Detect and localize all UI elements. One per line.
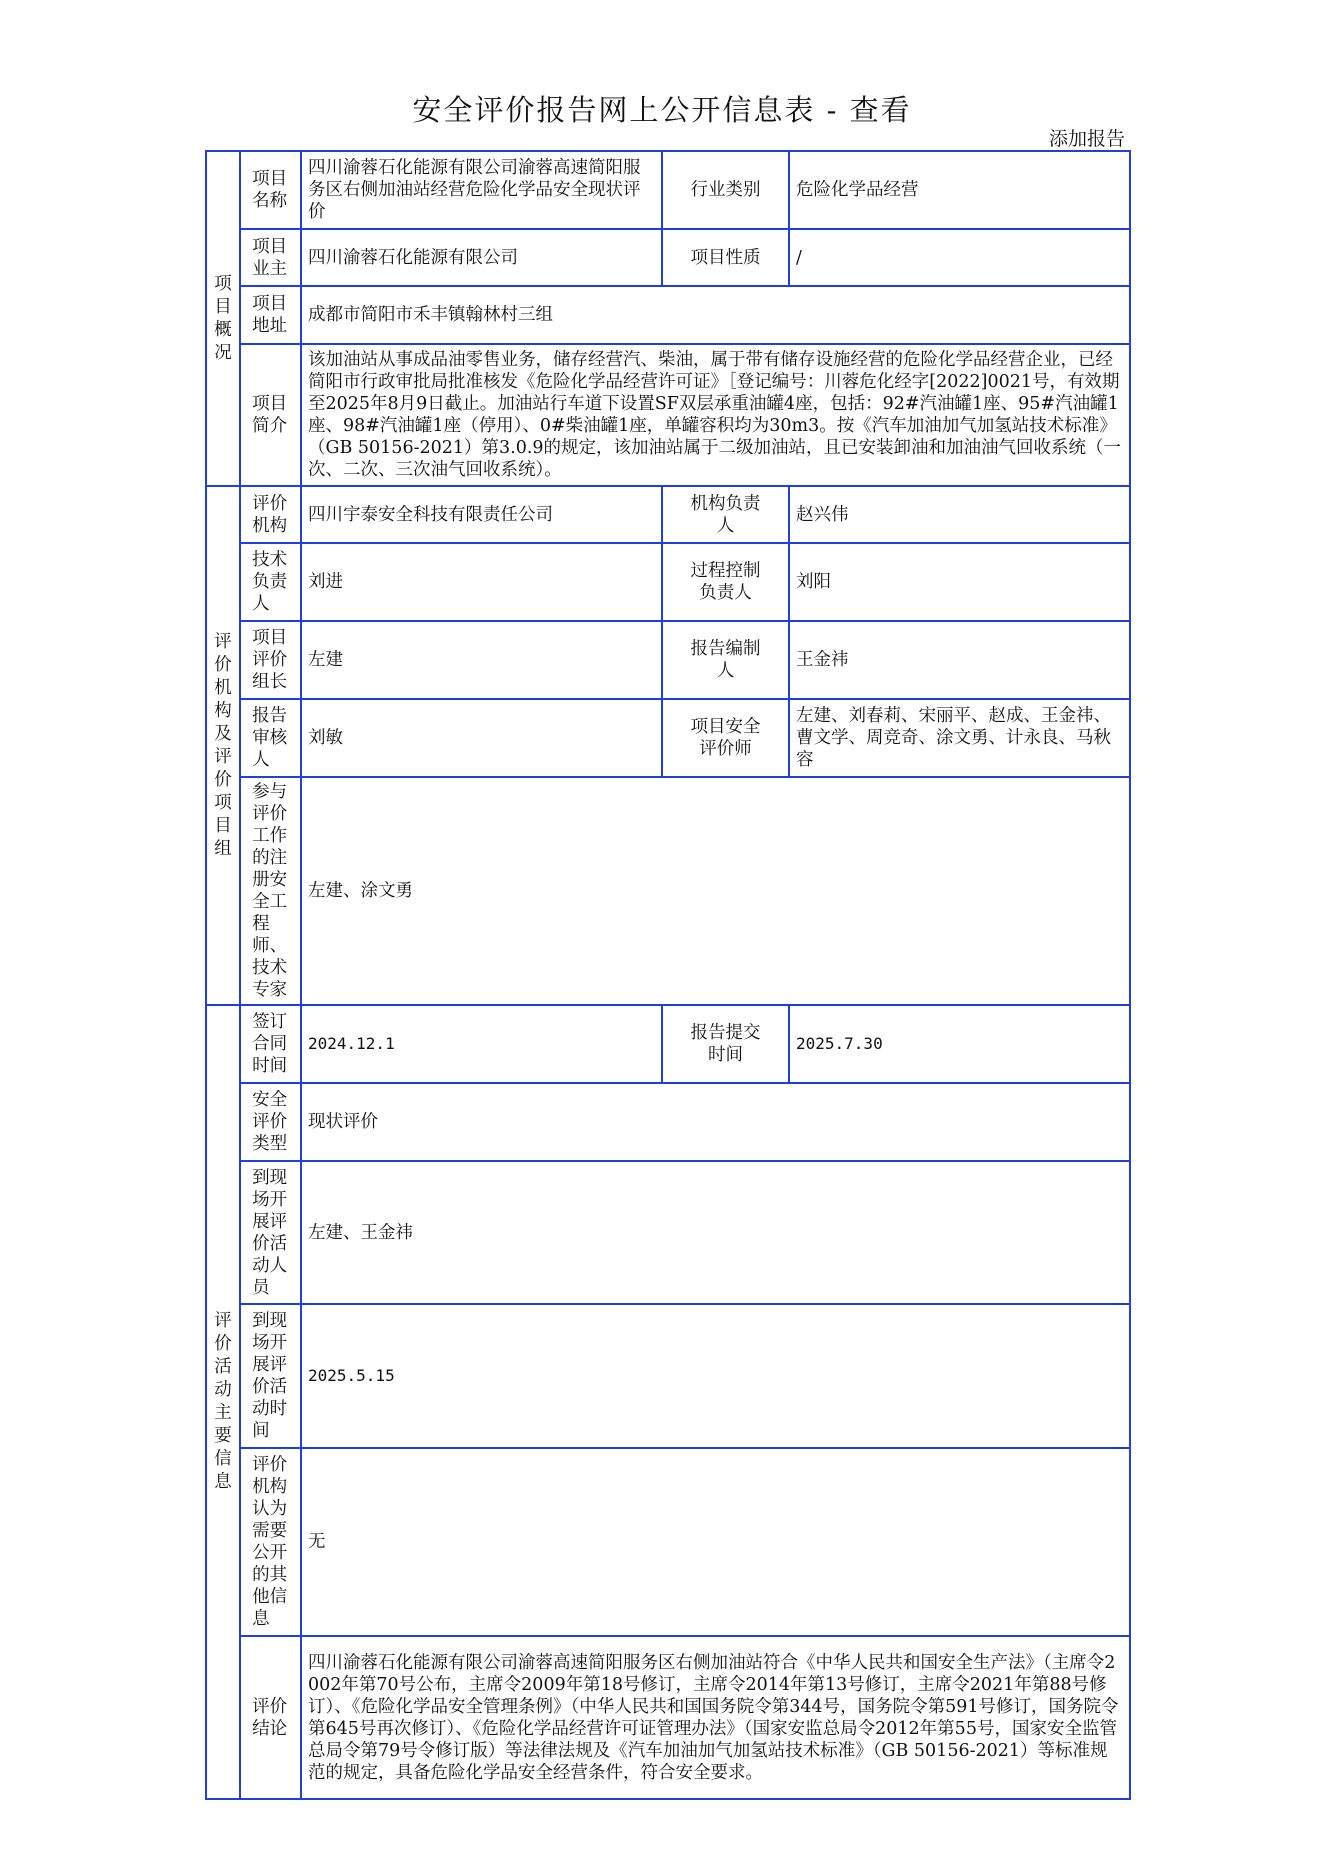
project-name-value: 四川渝蓉石化能源有限公司渝蓉高速简阳服务区右侧加油站经营危险化学品安全现状评价 [301, 151, 662, 229]
onsite-staff-label: 到现场开展评价活动人员 [240, 1161, 301, 1304]
row-engineers [206, 777, 1130, 1005]
row-intro [206, 344, 1130, 486]
nature-value: / [789, 229, 1130, 286]
process-head-value: 刘阳 [789, 543, 1130, 621]
agency-head-value: 赵兴伟 [789, 486, 1130, 543]
nature-label: 项目性质 [662, 229, 789, 286]
reviewer-value: 刘敏 [301, 699, 662, 777]
onsite-staff-value: 左建、王金祎 [301, 1161, 1130, 1304]
row-leader [206, 621, 1130, 699]
add-report-link[interactable]: 添加报告 [1048, 128, 1125, 150]
row-owner [206, 229, 1130, 286]
agency-label: 评价机构 [240, 486, 301, 543]
row-eval-type [206, 1083, 1130, 1161]
address-value: 成都市简阳市禾丰镇翰林村三组 [301, 286, 1130, 344]
agency-value: 四川宇泰安全科技有限责任公司 [301, 486, 662, 543]
tech-head-label: 技术负责人 [240, 543, 301, 621]
owner-label: 项目业主 [240, 229, 301, 286]
conclusion-label: 评价结论 [240, 1636, 301, 1799]
intro-value: 该加油站从事成品油零售业务，储存经营汽、柴油，属于带有储存设施经营的危险化学品经营企业，已经简阳市行政审批局批准核发《危险化学品经营许可证》［登记编号：川蓉危化经字[2022]0021号，有效期至2025年8月9日截止。加油站行车道下设置SF双层承重油罐4座，包括：92#汽油罐1座、95#汽油罐1座、98#汽油罐1座（停用）、0#柴油罐1座，单罐容积均为30m3。按《汽车加油加气加氢站技术标准》（GB 50156-2021）第3.0.9的规定，该加油站属于二级加油站，且已安装卸油和加油油气回收系统（一次、二次、三次油气回收系统）。 [301, 344, 1130, 486]
reviewer-label: 报告审核人 [240, 699, 301, 777]
tech-head-value: 刘进 [301, 543, 662, 621]
address-label: 项目地址 [240, 286, 301, 344]
onsite-time-label: 到现场开展评价活动时间 [240, 1304, 301, 1448]
engineers-label: 参与评价工作的注册安全工程师、技术专家 [240, 777, 301, 1005]
leader-label: 项目评价组长 [240, 621, 301, 699]
contract-date-value: 2024.12.1 [301, 1005, 662, 1083]
assessors-label: 项目安全评价师 [662, 699, 789, 777]
row-reviewer [206, 699, 1130, 777]
other-info-value: 无 [301, 1448, 1130, 1636]
contract-date-label: 签订合同时间 [240, 1005, 301, 1083]
agency-head-label: 机构负责人 [662, 486, 789, 543]
row-conclusion [206, 1636, 1130, 1799]
writer-label: 报告编制人 [662, 621, 789, 699]
project-name-label: 项目名称 [240, 151, 301, 229]
submit-date-value: 2025.7.30 [789, 1005, 1130, 1083]
engineers-value: 左建、涂文勇 [301, 777, 1130, 1005]
industry-label: 行业类别 [662, 151, 789, 229]
eval-type-value: 现状评价 [301, 1083, 1130, 1161]
section-overview: 项目概况 [206, 151, 240, 486]
onsite-time-value: 2025.5.15 [301, 1304, 1130, 1448]
row-tech-head [206, 543, 1130, 621]
row-dates [206, 1005, 1130, 1083]
process-head-label: 过程控制负责人 [662, 543, 789, 621]
submit-date-label: 报告提交时间 [662, 1005, 789, 1083]
eval-type-label: 安全评价类型 [240, 1083, 301, 1161]
row-address [206, 286, 1130, 344]
owner-value: 四川渝蓉石化能源有限公司 [301, 229, 662, 286]
row-project-name [206, 151, 1130, 229]
row-other-info [206, 1448, 1130, 1636]
other-info-label: 评价机构认为需要公开的其他信息 [240, 1448, 301, 1636]
info-table [205, 150, 1131, 1800]
writer-value: 王金祎 [789, 621, 1130, 699]
assessors-value: 左建、刘春莉、宋丽平、赵成、王金祎、曹文学、周竞奇、涂文勇、计永良、马秋容 [789, 699, 1130, 777]
conclusion-value: 四川渝蓉石化能源有限公司渝蓉高速简阳服务区右侧加油站符合《中华人民共和国安全生产法》（主席令2002年第70号公布，主席令2009年第18号修订，主席令2014年第13号修订，主席令2021年第88号修订）、《危险化学品安全管理条例》（中华人民共和国国务院令第344号，国务院令第591号修订，国务院令第645号再次修订）、《危险化学品经营许可证管理办法》（国家安监总局令2012年第55号，国家安全监管总局令第79号令修订版）等法律法规及《汽车加油加气加氢站技术标准》（GB 50156-2021）等标准规范的规定，具备危险化学品安全经营条件，符合安全要求。 [301, 1636, 1130, 1799]
section-org-team: 评价机构及评价项目组 [206, 486, 240, 1005]
page-title: 安全评价报告网上公开信息表 - 查看 [412, 93, 912, 127]
row-agency [206, 486, 1130, 543]
section-activity: 评价活动主要信息 [206, 1005, 240, 1799]
leader-value: 左建 [301, 621, 662, 699]
row-onsite-time [206, 1304, 1130, 1448]
intro-label: 项目简介 [240, 344, 301, 486]
row-onsite-staff [206, 1161, 1130, 1304]
industry-value: 危险化学品经营 [789, 151, 1130, 229]
